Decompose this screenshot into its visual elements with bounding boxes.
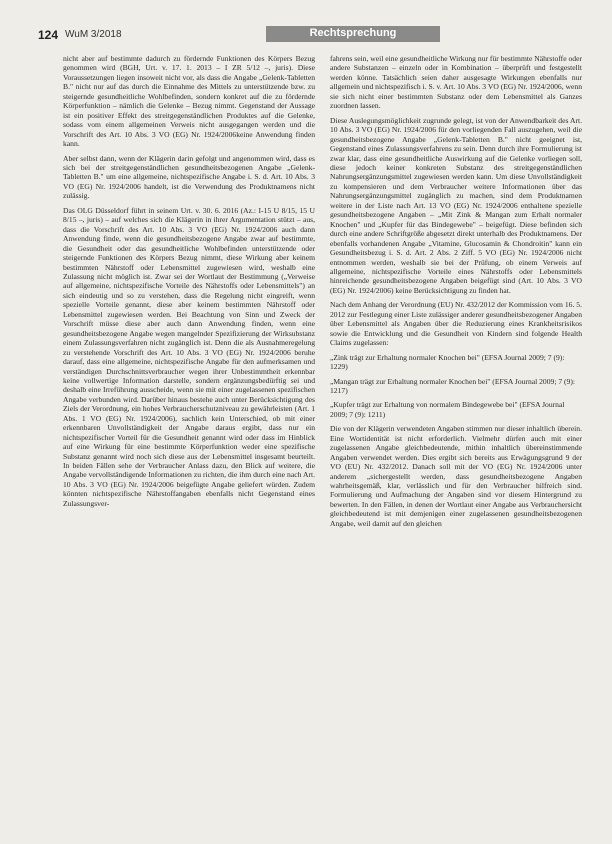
section-bar [266, 26, 440, 42]
journal-issue: WuM 3/2018 [65, 29, 122, 40]
paragraph: Das OLG Düsseldorf führt in seinem Urt. v. 30. 6. 2016 (Az.: I-15 U 8/15, 15 U 8/15 –, juris) – auf welches sich die Klägerin in ihrer Argumentation stützt – aus, dass die Vorschrift des Art. 10 Abs. 3 VO (EG) Nr. 1924/2006 auch dann Anwendung finde, wenn die gesundheitsbezogene Angabe zwar auf bestimmte, die Gesundheit oder das gesundheitliche Wohlbefinden unterstützende oder steigernde Funktionen des Körpers Bezug nimmt, diese Wirkung aber keinem bestimmten Nährstoff oder Lebensmittel zugewiesen wird, weshalb eine Zulassung nicht möglich ist. Zwar sei der Wortlaut der Bestimmung („Verweise auf allgemeine, nichtspezifische Vorteile des Nährstoffs oder Lebensmittels") an sich eindeutig und so zu verstehen, dass die Regelung nicht eingreift, wenn spezielle Vorteile genannt, diese aber keinem bestimmten Nährstoff oder Lebensmittel zugewiesen werden. Bei Beachtung von Sinn und Zweck der Vorschrift müsse diese aber auch dann Anwendung finden, wenn eine gesundheitsbezogene Angabe wegen mangelnder Spezifizierung der Wirksubstanz einem Zulassungsverfahren nicht zugänglich ist. Denn die als Ausnahmeregelung zu verstehende Vorschrift des Art. 10 Abs. 3 VO (EG) Nr. 1924/2006 beruhe darauf, dass eine allgemeine, nichtspezifische Angabe für den aufmerksamen und verständigen Durchschnittsverbraucher wegen ihrer Unbestimmtheit erkennbar keine vollwertige Information darstelle, sondern ergänzungsbedürftig sei und deshalb eine Irreführung ausscheide, wenn sie mit einer zugelassenen spezifischen Angabe verbunden wird. Darüber hinaus bestehe auch unter Berücksichtigung des Ziels der Verordnung, ein hohes Verbraucherschutzniveau zu gewährleisten (Art. 1 Abs. 1 VO (EG) Nr. 1924/2006), sachlich kein Unterschied, ob mit einer erkennbaren Unvollständigkeit der Angabe daraus ergibt, dass nur ein nichtspezifischer Vorteil für die Gesundheit genannt wird oder dass im Hinblick auf eine Wirkung für eine bestimmte Körperfunktion weder eine spezifische Substanz genannt wird noch sich diese aus der Lebensmittel insgesamt beurteilt. In beiden Fällen sehe der Verbraucher Anlass dazu, den Blick auf weitere, die Angabe vervollständigende Informationen zu richten, die ihm durch eine nach Art. 10 Abs. 3 VO (EG) Nr. 1924/2006 beigefügte Angabe geliefert würden. Zudem könnten nichtspezifische Nährstoffangaben ebenfalls nicht Gegenstand eines Zulassungsver- [63, 205, 315, 508]
left-column [63, 54, 315, 836]
text-columns [63, 54, 582, 836]
page-number: 124 [38, 28, 59, 42]
section-title: Rechtsprechung [309, 27, 397, 39]
paragraph: Aber selbst dann, wenn der Klägerin darin gefolgt und angenommen wird, dass es sich bei der streitgegenständlichen gesundheitsbezogenen Angabe „Gelenk-Tabletten B." um eine allgemeine, nichtspezifische Angabe i. S. d. Art. 10 Abs. 3 VO (EG) Nr. 1924/2006 handelt, ist die Verwendung des Produktnamens nicht zulässig. [63, 153, 315, 201]
paragraph: nicht aber auf bestimmte dadurch zu fördernde Funktionen des Körpers Bezug genommen wird (BGH, Urt. v. 17. 1. 2013 – I ZR 5/12 –, juris). Diese Voraussetzungen liegen insoweit nicht vor, als dass die Angabe „Gelenk-Tabletten B." nicht nur auf das durch die Einnahme des Mittels zu unterstützende bzw. zu steigernde gesundheitliche Wohlbefinden, sondern konkret auf die zu fördernde Körperfunktion – nämlich die Gelenke – Bezug nimmt. Gegenstand der Aussage ist ein positiver Effekt des streitgegenständlichen Produktes auf die Gelenke, sodass vom einem allgemeinen Verweis nicht ausgegangen werden und die Vorschrift des Art. 10 Abs. 3 VO (EG) Nr. 1924/2006keine Anwendung finden kann. [63, 54, 315, 149]
health-claim: „Zink trägt zur Erhaltung normaler Knochen bei" (EFSA Journal 2009; 7 (9): 1229) [330, 352, 565, 372]
health-claim: „Mangan trägt zur Erhaltung normaler Knochen bei" (EFSA Journal 2009; 7 (9): 1217) [330, 376, 575, 395]
paragraph: Diese Auslegungsmöglichkeit zugrunde gelegt, ist von der Anwendbarkeit des Art. 10 Abs. 3 VO (EG) Nr. 1924/2006 für den vorliegenden Fall auszugehen, weil die gesundheitsbezogene Angabe „Gelenk-Tabletten B." nicht geeignet ist, Gegenstand eines Zulassungsverfahrens zu sein. Denn durch ihre Formulierung ist zwar klar, dass eine gesundheitliche Auswirkung auf die Gelenke vorliegen soll, diese jedoch keiner konkreten Substanz des streitgegenständlichen Nahrungsergänzungsmittel zugewiesen werden kann. Um diese Unvollständigkeit zu kompensieren und dem Verbraucher weitere Informationen über das Nahrungsergänzungsmittel zugänglich zu machen, sind dem Produktnamen weitere in der Liste nach Art. 13 VO (EG) Nr. 1924/2006 enthaltene spezielle gesundheitsbezogene Angaben – „Mit Zink & Mangan zum Erhalt normaler Knochen" und „Kupfer für das Bindegewebe" – beigefügt. Diese befinden sich durch eine andere Schriftgröße abgesetzt direkt unterhalb des Produktnamens. Der ebenfalls vorhandenen Angabe „Vitamine, Glucosamin & Chondroitin" kann ein Gesundheitsbezug i. S. d. Art. 2 Abs. 2 Ziff. 5 VO (EG) Nr. 1924/2006 nicht entnommen werden, weshalb sie bei der Prüfung, ob einem Verweis auf allgemeine, nichtspezifische Vorteile eines Nährstoffs oder Lebensmittels hinreichende gesundheitsbezogene Angaben beigefügt sind (Art. 10 Abs. 3 VO (EG) Nr. 1924/2006) keine Berücksichtigung zu finden hat. [330, 115, 582, 295]
right-column [330, 54, 582, 836]
health-claim: „Kupfer trägt zur Erhaltung von normalem Bindegewebe bei" (EFSA Journal 2009; 7 (9): 1211) [330, 400, 565, 419]
paragraph: fahrens sein, weil eine gesundheitliche Wirkung nur für bestimmte Nährstoffe oder andere Substanzen – einzeln oder in Kombination – überprüft und festgestellt werden könne. Tatsächlich seien daher ausgesagte Wirkungen ebenfalls nur allgemein und nichtspezifisch i. S. v. Art. 10 Abs. 3 VO (EG) Nr. 1924/2006, wenn sie sich nicht einer bestimmten Substanz oder dem Lebensmittel als Ganzes zuordnen lassen. [330, 54, 582, 111]
paragraph: Nach dem Anhang der Verordnung (EU) Nr. 432/2012 der Kommission vom 16. 5. 2012 zur Festlegung einer Liste zulässiger anderer gesundheitsbezogener Angaben über Lebensmittel als Angaben über die Reduzierung eines Krankheitsrisikos sowie die Entwicklung und die Gesundheit von Kindern sind folgende Health Claims zugelassen: [330, 300, 582, 348]
page-header [38, 26, 575, 48]
paragraph: Die von der Klägerin verwendeten Angaben stimmen nur dieser inhaltlich überein. Eine Wortidentität ist nicht erforderlich. Vielmehr dürfen auch mit einer zugelassenen Angabe gleichbedeutende, mithin inhaltlich übereinstimmende Angaben verwendet werden. Dies ergibt sich bereits aus Erwägungsgrund 9 der VO (EU) Nr. 432/2012. Danach soll mit der VO (EG) Nr. 1924/2006 unter anderem „sichergestellt werden, dass gesundheitsbezogene Angaben wahrheitsgemäß, klar, verlässlich und für den Verbraucher hilfreich sind. Formulierung und Aufmachung der Angaben sind vor diesem Hintergrund zu bewerten. In den Fällen, in denen der Wortlaut einer Angabe aus Verbrauchersicht gleichbedeutend ist mit demjenigen einer zugelassenen gesundheitsbezogenen Angabe, weil damit auf den gleichen [330, 424, 582, 528]
